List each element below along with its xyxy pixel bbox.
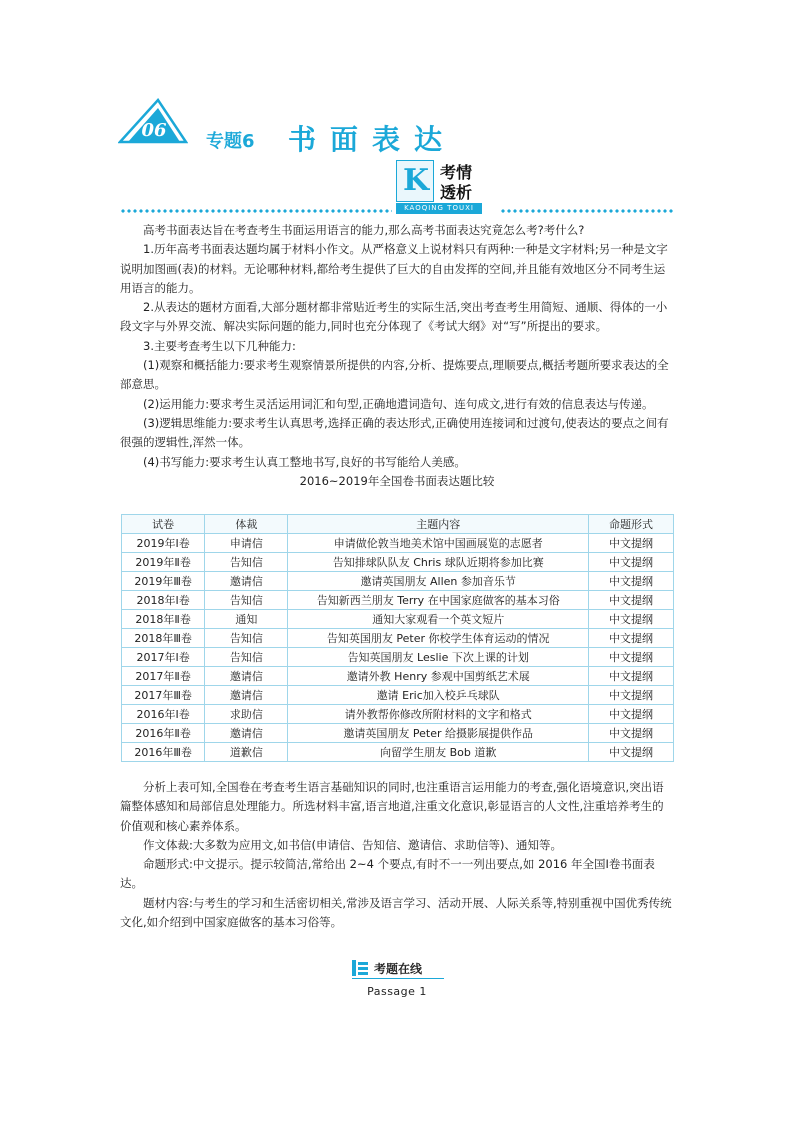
table-cell: 中文提纲 — [589, 648, 674, 667]
logo-cn-line1: 考情 — [440, 163, 473, 182]
table-cell: 2018年Ⅰ卷 — [122, 591, 205, 610]
table-header: 主题内容 — [288, 515, 589, 534]
table-cell: 2017年Ⅱ卷 — [122, 667, 205, 686]
analysis-paragraph: 作文体裁:大多数为应用文,如书信(申请信、告知信、邀请信、求助信等)、通知等。 — [143, 837, 562, 852]
table-row — [122, 572, 674, 591]
table-cell: 通知大家观看一个英文短片 — [288, 610, 589, 629]
dotted-divider-right — [500, 209, 674, 213]
table-cell: 告知英国朋友 Peter 你校学生体育运动的情况 — [288, 629, 589, 648]
logo-cn-line2: 透析 — [440, 183, 473, 202]
table-row — [122, 705, 674, 724]
table-cell: 2019年Ⅰ卷 — [122, 534, 205, 553]
table-cell: 申请信 — [205, 534, 288, 553]
analysis-paragraph: 分析上表可知,全国卷在考查考生语言基础知识的同时,也注重语言运用能力的考查,强化语境意识,突出语篇整体感知和局部信息处理能力。所选材料丰富,语言地道,注重文化意识,彰显语言的人文性,注重培养考生的价值观和核心素养体系。 — [120, 780, 664, 833]
table-header: 试卷 — [122, 515, 205, 534]
table-cell: 告知信 — [205, 591, 288, 610]
table-cell: 告知信 — [205, 553, 288, 572]
table-row — [122, 534, 674, 553]
table-cell: 请外教帮你修改所附材料的文字和格式 — [288, 705, 589, 724]
page-title: 书面表达 — [288, 123, 457, 156]
section-heading — [352, 958, 444, 980]
table-cell: 告知信 — [205, 648, 288, 667]
analysis-paragraph: 命题形式:中文提示。提示较简洁,常给出 2~4 个要点,有时不一一列出要点,如 2016 年全国Ⅰ卷书面表达。 — [120, 857, 655, 891]
table-cell: 2017年Ⅰ卷 — [122, 648, 205, 667]
table-cell: 中文提纲 — [589, 591, 674, 610]
chapter-badge — [118, 98, 188, 144]
analysis-section — [120, 778, 674, 932]
table-cell: 邀请英国朋友 Allen 参加音乐节 — [288, 572, 589, 591]
table-row — [122, 610, 674, 629]
badge-number: 06 — [141, 120, 167, 141]
table-cell: 2019年Ⅱ卷 — [122, 553, 205, 572]
table-cell: 中文提纲 — [589, 572, 674, 591]
logo-en: KAOQING TOUXI — [396, 203, 482, 214]
section-bars-icon — [352, 960, 368, 976]
intro-paragraph: 3.主要考查考生以下几种能力: — [143, 338, 296, 353]
table-cell: 邀请信 — [205, 572, 288, 591]
table-cell: 2019年Ⅲ卷 — [122, 572, 205, 591]
table-cell: 告知英国朋友 Leslie 下次上课的计划 — [288, 648, 589, 667]
table-row — [122, 553, 674, 572]
table-cell: 中文提纲 — [589, 553, 674, 572]
table-row — [122, 724, 674, 743]
table-cell: 告知新西兰朋友 Terry 在中国家庭做客的基本习俗 — [288, 591, 589, 610]
table-cell: 告知信 — [205, 629, 288, 648]
table-cell: 中文提纲 — [589, 705, 674, 724]
table-cell: 向留学生朋友 Bob 道歉 — [288, 743, 589, 762]
intro-paragraph: (2)运用能力:要求考生灵活运用词汇和句型,正确地遣词造句、连句成文,进行有效的信息表达与传递。 — [143, 396, 654, 411]
table-cell: 中文提纲 — [589, 724, 674, 743]
table-row — [122, 629, 674, 648]
triangle-badge-icon — [118, 98, 188, 144]
intro-paragraph: 1.历年高考书面表达题均属于材料小作文。从严格意义上说材料只有两种:一种是文字材料;另一种是文字说明加图画(表)的材料。无论哪种材料,都给考生提供了巨大的自由发挥的空间,并且能有效地区分不同考生运用语言的能力。 — [120, 242, 668, 295]
table-header-row — [122, 515, 674, 534]
section-underline — [352, 978, 444, 979]
table-cell: 求助信 — [205, 705, 288, 724]
table-cell: 道歉信 — [205, 743, 288, 762]
table-header: 命题形式 — [589, 515, 674, 534]
table-cell: 中文提纲 — [589, 667, 674, 686]
table-cell: 2018年Ⅱ卷 — [122, 610, 205, 629]
table-row — [122, 648, 674, 667]
table-cell: 中文提纲 — [589, 534, 674, 553]
table-row — [122, 743, 674, 762]
table-cell: 邀请 Eric加入校乒乓球队 — [288, 686, 589, 705]
table-row — [122, 667, 674, 686]
table-header: 体裁 — [205, 515, 288, 534]
table-cell: 邀请外教 Henry 参观中国剪纸艺术展 — [288, 667, 589, 686]
table-cell: 中文提纲 — [589, 610, 674, 629]
intro-paragraph: 高考书面表达旨在考查考生书面运用语言的能力,那么高考书面表达究竟怎么考?考什么? — [143, 223, 585, 237]
table-cell: 告知排球队队友 Chris 球队近期将参加比赛 — [288, 553, 589, 572]
table-cell: 通知 — [205, 610, 288, 629]
table-row — [122, 591, 674, 610]
table-cell: 申请做伦敦当地美术馆中国画展览的志愿者 — [288, 534, 589, 553]
analysis-paragraph: 题材内容:与考生的学习和生活密切相关,常涉及语言学习、活动开展、人际关系等,特别重视中国优秀传统文化,如介绍到中国家庭做客的基本习俗等。 — [120, 895, 672, 930]
table-cell: 邀请信 — [205, 724, 288, 743]
table-cell: 中文提纲 — [589, 629, 674, 648]
logo-box — [396, 160, 434, 202]
intro-paragraph: (3)逻辑思维能力:要求考生认真思考,选择正确的表达形式,正确使用连接词和过渡句,使表达的要点之间有很强的逻辑性,浑然一体。 — [120, 415, 669, 450]
intro-paragraph: (1)观察和概括能力:要求考生观察情景所提供的内容,分析、提炼要点,理顺要点,概括考题所要求表达的全部意思。 — [120, 358, 669, 392]
table-cell: 邀请英国朋友 Peter 给摄影展提供作品 — [288, 724, 589, 743]
table-cell: 2016年Ⅲ卷 — [122, 743, 205, 762]
table-cell: 邀请信 — [205, 667, 288, 686]
table-cell: 中文提纲 — [589, 743, 674, 762]
intro-section — [120, 221, 674, 491]
kaoqing-logo — [396, 160, 482, 214]
table-cell: 中文提纲 — [589, 686, 674, 705]
intro-paragraph: 2.从表达的题材方面看,大部分题材都非常贴近考生的实际生活,突出考查考生用简短、通顺、得体的一小段文字与外界交流、解决实际问题的能力,同时也充分体现了《考试大纲》对“写”所提出的要求。 — [120, 300, 668, 334]
section-label: 考题在线 — [374, 962, 423, 976]
intro-paragraph: (4)书写能力:要求考生认真工整地书写,良好的书写能给人美感。 — [143, 454, 466, 469]
table-caption: 2016~2019年全国卷书面表达题比较 — [299, 473, 495, 488]
table-cell: 2016年Ⅰ卷 — [122, 705, 205, 724]
table-cell: 2016年Ⅱ卷 — [122, 724, 205, 743]
passage-title: Passage 1 — [367, 985, 427, 998]
table-cell: 邀请信 — [205, 686, 288, 705]
dotted-divider-left — [120, 209, 392, 213]
logo-letter: K — [403, 163, 430, 198]
table-cell: 2017年Ⅲ卷 — [122, 686, 205, 705]
comparison-table — [121, 514, 674, 762]
table-cell: 2018年Ⅲ卷 — [122, 629, 205, 648]
table-row — [122, 686, 674, 705]
topic-label: 专题6 — [206, 131, 255, 152]
